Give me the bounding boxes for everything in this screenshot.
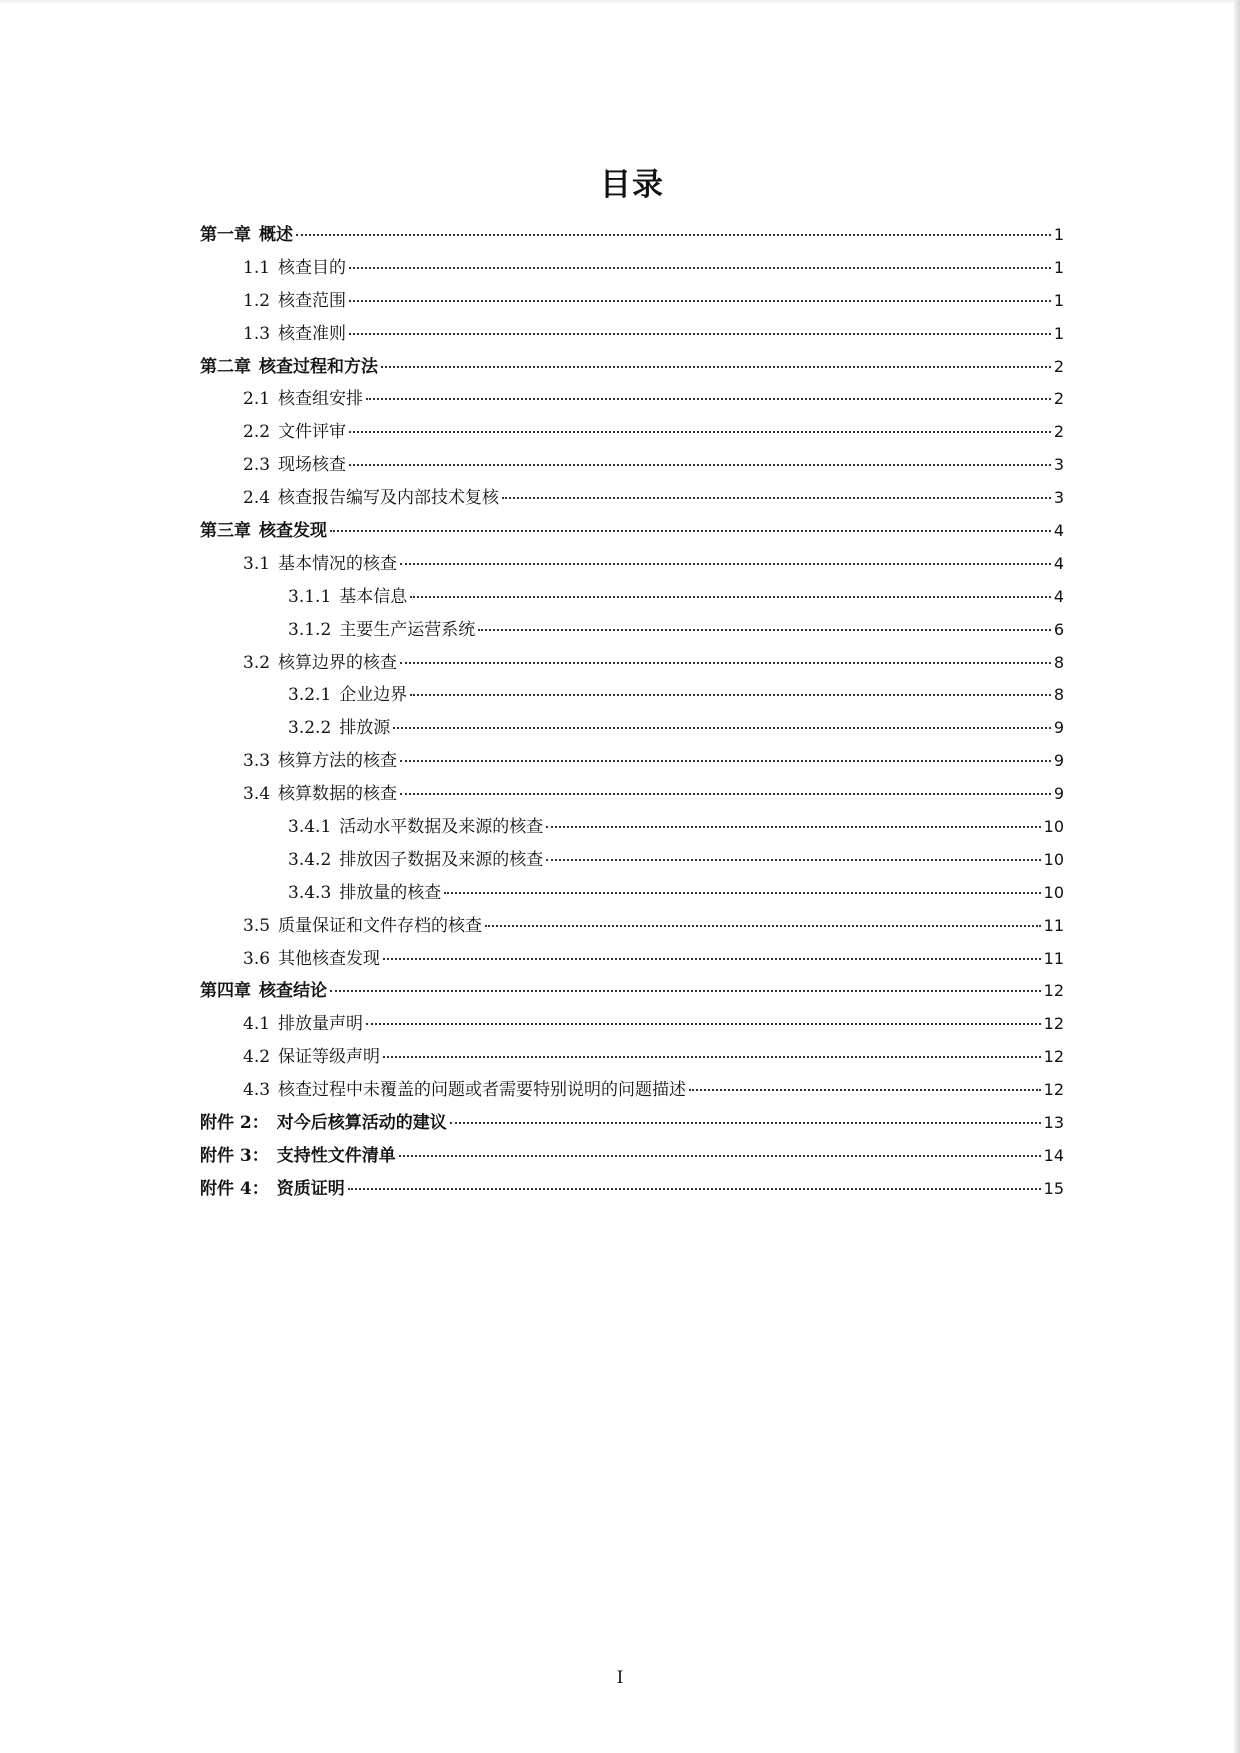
toc-entry-number: 第二章 [200,356,251,377]
toc-dot-leader [400,563,1051,565]
table-of-contents [200,220,1064,1207]
toc-entry-number: 3.5 [243,915,271,936]
toc-entry-number: 4.3 [243,1080,271,1101]
toc-entry-page: 10 [1043,882,1064,902]
toc-entry-page: 12 [1043,1080,1064,1100]
toc-entry[interactable] [200,582,1064,615]
toc-entry-page: 10 [1043,849,1064,869]
toc-dot-leader [381,366,1051,368]
toc-entry-page: 11 [1043,915,1064,935]
toc-entry-number: 1.2 [243,290,271,311]
toc-entry-title: 活动水平数据及来源的核查 [339,817,544,838]
toc-dot-leader [400,662,1051,664]
toc-entry[interactable] [200,615,1064,648]
toc-entry-number: 3.4.3 [288,882,332,903]
toc-entry-title: 核查过程中未覆盖的问题或者需要特别说明的问题描述 [278,1080,687,1101]
toc-dot-leader [349,431,1051,433]
toc-entry-number: 4.1 [243,1014,271,1035]
toc-entry-page: 10 [1043,817,1064,837]
toc-entry-number: 附件 3： [200,1145,269,1166]
toc-entry[interactable] [200,1009,1064,1042]
toc-entry-page: 15 [1043,1178,1064,1198]
toc-entry-page: 13 [1043,1113,1064,1133]
toc-entry-number: 2.3 [243,455,271,476]
toc-entry-number: 3.2.1 [288,685,332,706]
toc-entry-title: 核查结论 [259,981,327,1002]
toc-entry-title: 质量保证和文件存档的核查 [278,915,483,936]
toc-entry-number: 2.1 [243,389,271,410]
toc-dot-leader [546,859,1040,861]
toc-entry-number: 4.2 [243,1047,271,1068]
toc-entry[interactable] [200,713,1064,746]
toc-dot-leader [485,925,1041,927]
toc-dot-leader [502,497,1051,499]
toc-entry-title: 核算数据的核查 [278,784,398,805]
toc-dot-leader [450,1122,1041,1124]
toc-entry-title: 概述 [259,225,293,245]
toc-entry-page: 1 [1053,225,1064,244]
toc-entry-number: 3.2.2 [288,718,332,739]
toc-entry-page: 12 [1043,1047,1064,1067]
toc-entry-title: 核查发现 [259,521,327,542]
toc-entry-title: 排放源 [339,718,391,739]
toc-entry-title: 主要生产运营系统 [339,619,476,640]
toc-entry-page: 4 [1053,521,1064,541]
toc-entry-page: 12 [1043,1014,1064,1034]
toc-entry-title: 企业边界 [339,685,408,706]
toc-entry-number: 3.1.1 [288,586,332,607]
toc-dot-leader [399,1155,1041,1157]
toc-dot-leader [400,793,1051,795]
page-number: I [616,1668,624,1688]
toc-entry-title: 资质证明 [276,1178,345,1199]
toc-entry-title: 核算方法的核查 [278,751,398,772]
scan-shadow-right [1234,0,1240,1753]
toc-entry-page: 1 [1053,290,1064,310]
toc-entry[interactable] [200,976,1064,1009]
toc-entry-page: 3 [1053,488,1064,508]
toc-entry-title: 核查准则 [278,323,347,344]
toc-dot-leader [348,1188,1041,1190]
toc-entry[interactable] [200,319,1064,352]
toc-entry[interactable] [200,1108,1064,1141]
scan-shadow-top [0,0,1240,4]
document-page [200,160,1064,1207]
toc-entry[interactable] [200,746,1064,779]
toc-entry-page: 4 [1053,586,1064,606]
toc-entry-title: 排放量的核查 [339,882,442,903]
toc-dot-leader [400,760,1051,762]
toc-entry-number: 3.4.1 [288,817,332,838]
toc-entry[interactable] [200,352,1064,385]
toc-entry-number: 第一章 [200,225,251,245]
toc-dot-leader [410,694,1051,696]
toc-dot-leader [330,990,1041,992]
toc-entry[interactable] [200,253,1064,286]
toc-entry-number: 第四章 [200,981,251,1002]
toc-entry[interactable] [200,1075,1064,1108]
toc-entry[interactable] [200,1174,1064,1207]
toc-entry-number: 1.3 [243,323,271,344]
toc-entry-page: 9 [1053,718,1064,738]
toc-dot-leader [349,333,1051,335]
toc-entry-title: 核查过程和方法 [259,356,378,377]
toc-entry-number: 3.1 [243,553,271,574]
toc-entry-title: 支持性文件清单 [276,1145,396,1166]
toc-entry[interactable] [200,516,1064,549]
toc-dot-leader [349,267,1051,269]
toc-entry[interactable] [200,1042,1064,1075]
toc-entry-page: 6 [1053,619,1064,639]
toc-entry-title: 核查组安排 [278,389,364,410]
toc-title: 目录 [600,167,664,203]
toc-entry[interactable] [200,483,1064,516]
toc-entry[interactable] [200,812,1064,845]
toc-entry[interactable] [200,384,1064,417]
toc-dot-leader [366,1023,1041,1025]
toc-entry-page: 12 [1043,981,1064,1001]
toc-entry[interactable] [200,680,1064,713]
toc-entry-title: 保证等级声明 [278,1047,381,1068]
toc-entry-title: 核查目的 [278,257,347,278]
toc-entry-page: 2 [1053,422,1064,442]
toc-entry[interactable] [200,450,1064,483]
toc-entry-page: 9 [1053,751,1064,771]
toc-entry-number: 附件 4： [200,1178,269,1199]
toc-entry-page: 3 [1053,455,1064,475]
toc-entry[interactable] [200,220,1064,253]
toc-dot-leader [546,826,1040,828]
toc-entry-number: 1.1 [243,257,271,278]
toc-entry-page: 1 [1053,257,1064,277]
toc-entry-number: 3.1.2 [288,619,332,640]
toc-entry-title: 其他核查发现 [278,948,381,969]
toc-entry[interactable] [200,944,1064,977]
toc-entry[interactable] [200,286,1064,319]
toc-dot-leader [349,300,1051,302]
toc-entry[interactable] [200,1141,1064,1174]
toc-entry[interactable] [200,878,1064,911]
toc-entry-title: 排放量声明 [278,1014,364,1035]
toc-entry-title: 核查范围 [278,290,347,311]
toc-entry-number: 3.4 [243,784,271,805]
toc-dot-leader [330,530,1051,532]
toc-dot-leader [296,234,1051,236]
toc-entry-title: 现场核查 [278,455,347,476]
toc-dot-leader [349,464,1051,466]
toc-entry[interactable] [200,911,1064,944]
toc-entry-page: 1 [1053,323,1064,343]
toc-entry-number: 第三章 [200,521,251,542]
toc-entry[interactable] [200,779,1064,812]
toc-entry-number: 3.3 [243,751,271,772]
toc-entry-title: 对今后核算活动的建议 [276,1113,447,1134]
toc-entry-page: 8 [1053,685,1064,705]
toc-entry-page: 2 [1053,356,1064,376]
toc-entry-number: 2.2 [243,422,271,443]
toc-entry-title: 排放因子数据及来源的核查 [339,849,544,870]
toc-entry-page: 11 [1043,948,1064,968]
toc-entry-number: 3.2 [243,652,271,673]
toc-dot-leader [383,958,1041,960]
toc-entry-number: 3.6 [243,948,271,969]
toc-entry-title: 文件评审 [278,422,347,443]
toc-entry-page: 2 [1053,389,1064,409]
toc-entry-number: 3.4.2 [288,849,332,870]
toc-entry-page: 14 [1043,1145,1064,1165]
toc-entry-title: 基本信息 [339,586,408,607]
toc-entry[interactable] [200,549,1064,582]
toc-dot-leader [478,629,1051,631]
toc-entry-page: 4 [1053,553,1064,573]
toc-entry-number: 2.4 [243,488,271,509]
toc-dot-leader [410,596,1051,598]
toc-dot-leader [689,1089,1041,1091]
toc-entry[interactable] [200,417,1064,450]
toc-dot-leader [383,1056,1041,1058]
toc-entry[interactable] [200,845,1064,878]
toc-entry-number: 附件 2： [200,1113,269,1134]
toc-entry-title: 基本情况的核查 [278,553,398,574]
toc-dot-leader [366,398,1051,400]
toc-entry-title: 核算边界的核查 [278,652,398,673]
toc-entry-title: 核查报告编写及内部技术复核 [278,488,500,509]
toc-dot-leader [444,892,1040,894]
toc-entry[interactable] [200,648,1064,681]
toc-dot-leader [393,727,1051,729]
toc-entry-page: 8 [1053,652,1064,672]
toc-entry-page: 9 [1053,784,1064,804]
